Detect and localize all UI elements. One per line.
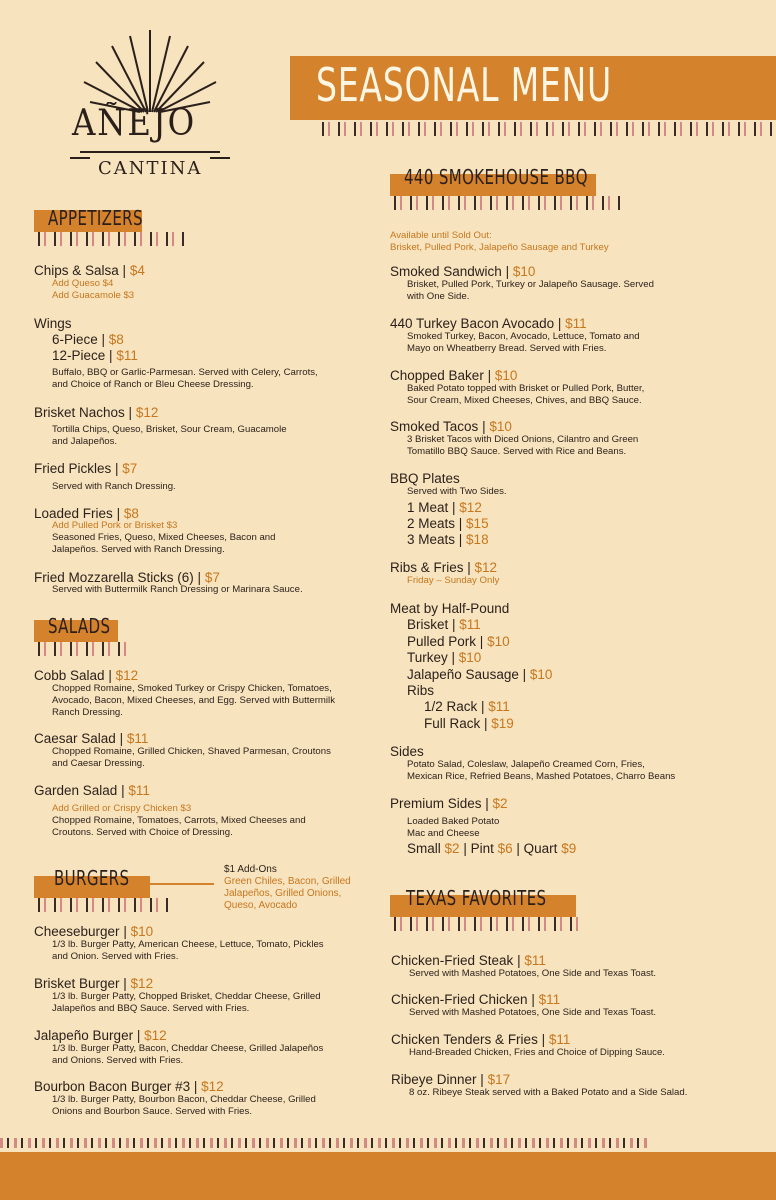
item-description: with One Side.: [407, 291, 470, 302]
menu-item: Chips & Salsa | $4: [34, 263, 145, 278]
menu-item: Smoked Sandwich | $10: [390, 264, 536, 279]
menu-option: Pulled Pork | $10: [407, 634, 510, 649]
bbq-availability: Available until Sold Out:: [390, 230, 492, 241]
item-description: Avocado, Bacon, Mixed Cheeses, and Egg. Served with Buttermilk: [52, 695, 335, 706]
item-description: 1/3 lb. Burger Patty, American Cheese, Lettuce, Tomato, Pickles: [52, 939, 324, 950]
menu-item: Smoked Tacos | $10: [390, 419, 512, 434]
menu-option: 1/2 Rack | $11: [424, 699, 510, 714]
item-description: Chopped Romaine, Smoked Turkey or Crispy Chicken, Tomatoes,: [52, 683, 332, 694]
item-description: 8 oz. Ribeye Steak served with a Baked Potato and a Side Salad.: [409, 1087, 688, 1098]
item-description: 1/3 lb. Burger Patty, Chopped Brisket, Cheddar Cheese, Grilled: [52, 991, 321, 1002]
menu-item: Premium Sides | $2: [390, 796, 508, 811]
texas-pattern: [390, 917, 578, 931]
item-description: Potato Salad, Coleslaw, Jalapeño Creamed Corn, Fries,: [407, 759, 645, 770]
item-description: Brisket, Pulled Pork, Turkey or Jalapeño Sausage. Served: [407, 279, 654, 290]
menu-item: Ribs & Fries | $12: [390, 560, 498, 575]
item-description: Served with Ranch Dressing.: [52, 481, 176, 492]
addon: Add Pulled Pork or Brisket $3: [52, 520, 178, 531]
texas-title: TEXAS FAVORITES: [406, 886, 547, 910]
addons-list: Queso, Avocado: [224, 900, 298, 911]
menu-option: 2 Meats | $15: [407, 516, 489, 531]
menu-item: Caesar Salad | $11: [34, 731, 149, 746]
menu-item: Chicken-Fried Steak | $11: [391, 953, 546, 968]
menu-item: Loaded Fries | $8: [34, 506, 139, 521]
menu-item: Chopped Baker | $10: [390, 368, 518, 383]
menu-item: Meat by Half-Pound: [390, 601, 510, 616]
appetizers-pattern: [34, 232, 184, 246]
menu-item: Fried Pickles | $7: [34, 461, 138, 476]
item-description: Jalapeños and BBQ Sauce. Served with Fries.: [52, 1003, 250, 1014]
menu-item: Garden Salad | $11: [34, 783, 150, 798]
bbq-title: 440 SMOKEHOUSE BBQ: [404, 165, 588, 189]
item-note: Friday – Sunday Only: [407, 575, 500, 586]
item-description: 1/3 lb. Burger Patty, Bacon, Cheddar Cheese, Grilled Jalapeños: [52, 1043, 324, 1054]
menu-item: Cheeseburger | $10: [34, 924, 154, 939]
salads-pattern: [34, 642, 134, 656]
item-description: Seasoned Fries, Queso, Mixed Cheeses, Bacon and: [52, 532, 276, 543]
menu-option: Small $2 | Pint $6 | Quart $9: [407, 841, 577, 856]
item-description: and Caesar Dressing.: [52, 758, 145, 769]
menu-item: Ribeye Dinner | $17: [391, 1072, 511, 1087]
menu-item: Chicken Tenders & Fries | $11: [391, 1032, 571, 1047]
menu-option: Ribs: [407, 683, 435, 698]
item-description: Served with Mashed Potatoes, One Side and Texas Toast.: [409, 968, 657, 979]
item-description: Buffalo, BBQ or Garlic-Parmesan. Served with Celery, Carrots,: [52, 367, 318, 378]
item-description: and Jalapeños.: [52, 436, 118, 447]
item-description: Mayo on Wheatberry Bread. Served with Fries.: [407, 343, 607, 354]
addons-title: $1 Add-Ons: [224, 864, 277, 875]
logo-sub: CANTINA: [98, 158, 203, 179]
item-description: Croutons. Served with Choice of Dressing.: [52, 827, 233, 838]
item-description: Baked Potato topped with Brisket or Pulled Pork, Butter,: [407, 383, 645, 394]
item-description: Mexican Rice, Refried Beans, Mashed Potatoes, Charro Beans: [407, 771, 676, 782]
menu-option: 3 Meats | $18: [407, 532, 489, 547]
menu-option: Full Rack | $19: [424, 716, 514, 731]
item-description: Sour Cream, Mixed Cheeses, Chives, and BBQ Sauce.: [407, 395, 642, 406]
menu-item: Fried Mozzarella Sticks (6) | $7: [34, 570, 220, 585]
menu-item: BBQ Plates: [390, 471, 460, 486]
item-description: Jalapeños. Served with Ranch Dressing.: [52, 544, 225, 555]
menu-item: Jalapeño Burger | $12: [34, 1028, 167, 1043]
item-description: Hand-Breaded Chicken, Fries and Choice of Dipping Sauce.: [409, 1047, 665, 1058]
menu-item: Chicken-Fried Chicken | $11: [391, 992, 561, 1007]
menu-option: 6-Piece | $8: [52, 332, 124, 347]
salads-title: SALADS: [48, 614, 111, 638]
burgers-divider: [150, 883, 214, 885]
footer-bar: [0, 1152, 776, 1200]
burgers-title: BURGERS: [54, 866, 130, 890]
item-description: Chopped Romaine, Grilled Chicken, Shaved Parmesan, Croutons: [52, 746, 331, 757]
addons-list: Green Chiles, Bacon, Grilled: [224, 876, 351, 887]
menu-item: 440 Turkey Bacon Avocado | $11: [390, 316, 587, 331]
item-description: Served with Two Sides.: [407, 486, 507, 497]
menu-option: 12-Piece | $11: [52, 348, 138, 363]
item-description: Ranch Dressing.: [52, 707, 123, 718]
bbq-pattern: [390, 196, 622, 210]
footer-pattern: [0, 1138, 650, 1148]
addons-list: Jalapeños, Grilled Onions,: [224, 888, 342, 899]
page-title: SEASONAL MENU: [316, 58, 612, 112]
item-description: Served with Mashed Potatoes, One Side and Texas Toast.: [409, 1007, 657, 1018]
menu-item: Brisket Nachos | $12: [34, 405, 159, 420]
menu-option: 1 Meat | $12: [407, 500, 482, 515]
item-description: Onions and Bourbon Sauce. Served with Fries.: [52, 1106, 252, 1117]
banner-pattern: [318, 122, 776, 136]
item-description: Served with Buttermilk Ranch Dressing or Marinara Sauce.: [52, 584, 303, 595]
menu-option: Turkey | $10: [407, 650, 482, 665]
menu-option: Jalapeño Sausage | $10: [407, 667, 553, 682]
burgers-pattern: [34, 898, 170, 912]
addon: Add Queso $4: [52, 278, 114, 289]
appetizers-title: APPETIZERS: [48, 206, 143, 230]
menu-option: Brisket | $11: [407, 617, 481, 632]
menu-item: Brisket Burger | $12: [34, 976, 154, 991]
item-description: 3 Brisket Tacos with Diced Onions, Cilantro and Green: [407, 434, 639, 445]
item-description: Loaded Baked Potato: [407, 816, 500, 827]
item-description: Tomatillo BBQ Sauce. Served with Rice and Beans.: [407, 446, 627, 457]
addon: Add Grilled or Crispy Chicken $3: [52, 803, 192, 814]
item-description: 1/3 lb. Burger Patty, Bourbon Bacon, Cheddar Cheese, Grilled: [52, 1094, 316, 1105]
menu-item: Sides: [390, 744, 424, 759]
menu-item: Bourbon Bacon Burger #3 | $12: [34, 1079, 224, 1094]
item-description: Chopped Romaine, Tomatoes, Carrots, Mixed Cheeses and: [52, 815, 306, 826]
item-description: Mac and Cheese: [407, 828, 480, 839]
item-description: and Choice of Ranch or Bleu Cheese Dressing.: [52, 379, 254, 390]
item-description: and Onion. Served with Fries.: [52, 951, 179, 962]
item-description: Smoked Turkey, Bacon, Avocado, Lettuce, Tomato and: [407, 331, 640, 342]
item-description: Tortilla Chips, Queso, Brisket, Sour Cream, Guacamole: [52, 424, 287, 435]
addon: Add Guacamole $3: [52, 290, 135, 301]
logo-name: AÑEJO: [72, 103, 196, 144]
bbq-availability: Brisket, Pulled Pork, Jalapeño Sausage and Turkey: [390, 242, 609, 253]
menu-item: Cobb Salad | $12: [34, 668, 139, 683]
menu-item: Wings: [34, 316, 72, 331]
item-description: and Onions. Served with Fries.: [52, 1055, 184, 1066]
